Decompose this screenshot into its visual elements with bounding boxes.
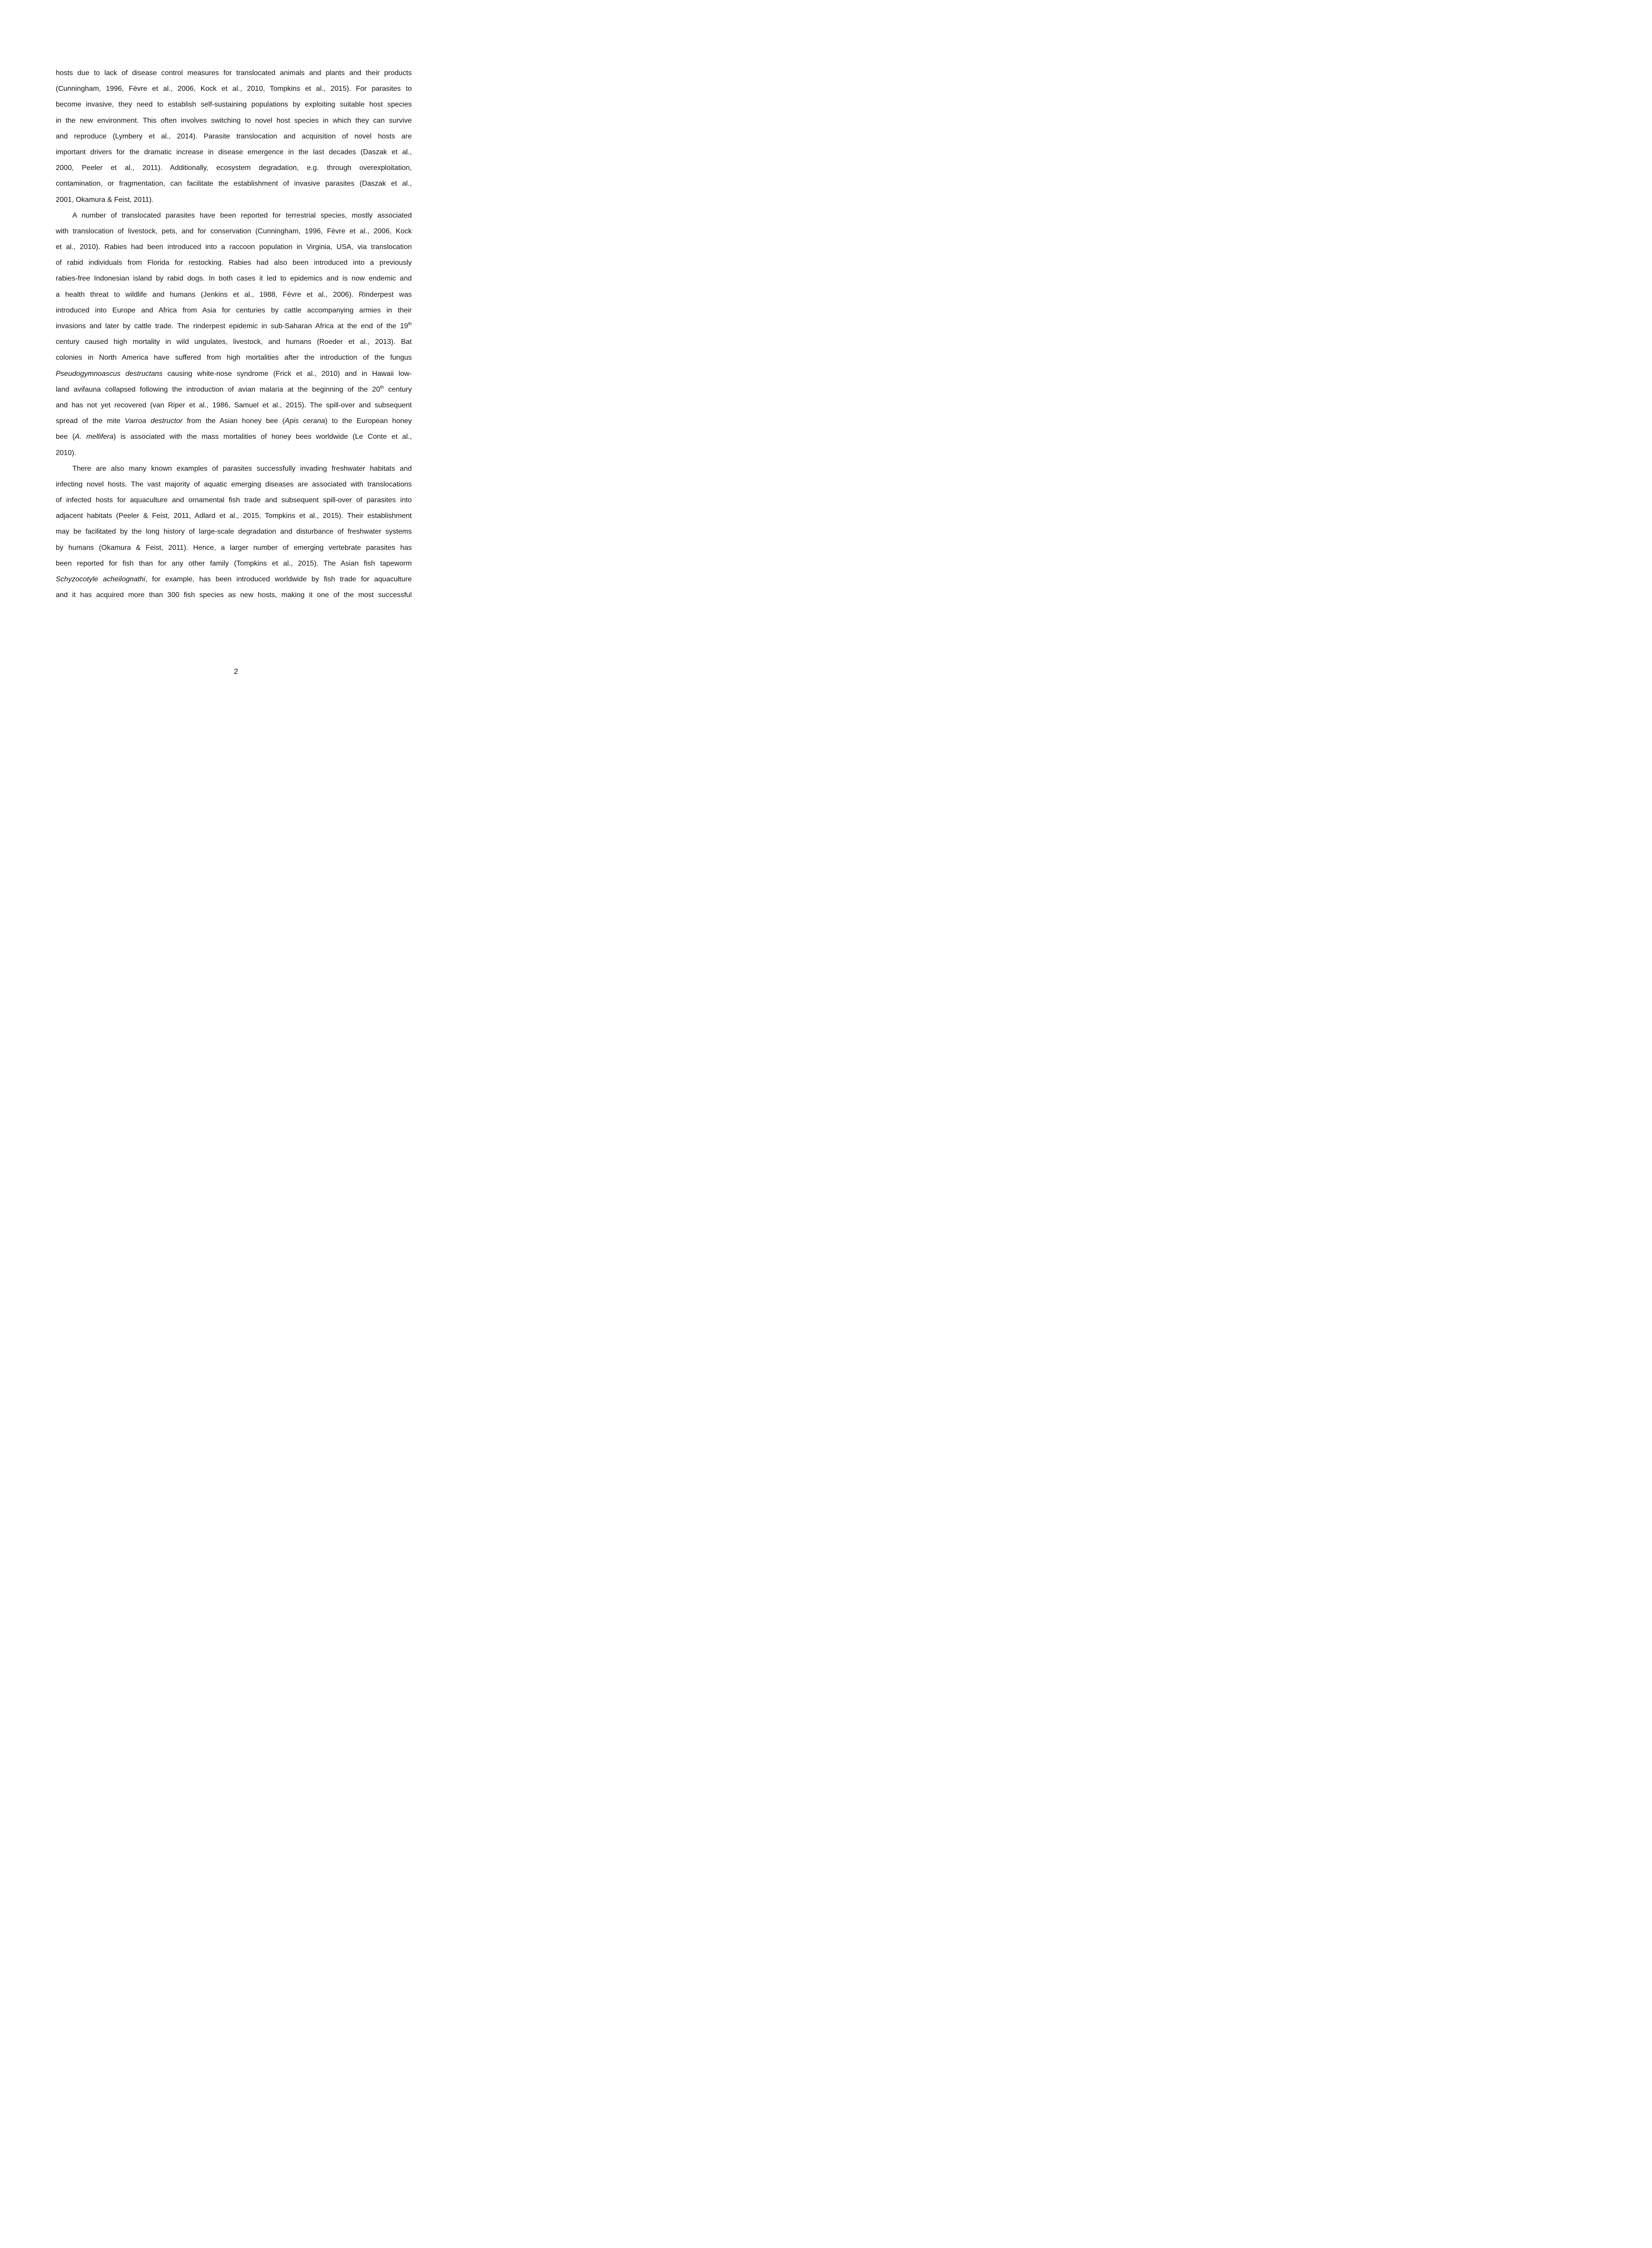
italic-text: Apis cerana: [285, 417, 325, 425]
text-run: a health threat to wildlife and humans (Jenkins et al., 1988, Fèvre et al., 2006). Rinderpest was: [56, 290, 412, 299]
text-run: and it has acquired more than 300 fish species as new hosts, making it one of the most successful: [56, 591, 412, 599]
text-line: [56, 540, 412, 556]
text-line: [56, 413, 412, 429]
text-run: ) to the European honey: [325, 417, 412, 425]
text-run: infecting novel hosts. The vast majority of aquatic emerging diseases are associated with translocations: [56, 480, 412, 488]
text-run: spread of the mite: [56, 417, 125, 425]
text-run: , for example, has been introduced worldwide by fish trade for aquaculture: [145, 575, 412, 583]
text-run: important drivers for the dramatic increase in disease emergence in the last decades (Daszak et al.,: [56, 148, 412, 156]
text-line: [56, 144, 412, 160]
text-line: [56, 382, 412, 397]
text-line: [56, 208, 412, 223]
text-line: [56, 239, 412, 255]
text-run: from the Asian honey bee (: [182, 417, 285, 425]
text-run: contamination, or fragmentation, can facilitate the establishment of invasive parasites (Daszak et al.,: [56, 180, 412, 188]
text-run: (Cunningham, 1996, Fèvre et al., 2006, Kock et al., 2010, Tompkins et al., 2015). For parasites to: [56, 85, 412, 93]
text-run: causing white-nose syndrome (Frick et al., 2010) and in Hawaii low-: [162, 370, 412, 378]
text-run: century caused high mortality in wild ungulates, livestock, and humans (Roeder et al., 2013). Bat: [56, 338, 412, 346]
text-line: [56, 334, 412, 350]
text-line: [56, 508, 412, 524]
text-line: [56, 160, 412, 176]
text-run: and reproduce (Lymbery et al., 2014). Parasite translocation and acquisition of novel hosts are: [56, 132, 412, 140]
text-line: [56, 97, 412, 112]
text-line: [56, 303, 412, 318]
text-line: [56, 255, 412, 271]
text-line: [56, 350, 412, 366]
text-line: [56, 445, 412, 461]
text-run: invasions and later by cattle trade. The rinderpest epidemic in sub-Saharan Africa at the end of the 19: [56, 322, 408, 330]
text-run: land avifauna collapsed following the introduction of avian malaria at the beginning of the 20: [56, 385, 380, 393]
text-line: [56, 65, 412, 81]
text-line: [56, 176, 412, 192]
text-run: ) is associated with the mass mortalities of honey bees worldwide (Le Conte et al.,: [113, 433, 412, 441]
page-number: 2: [234, 667, 238, 676]
text-run: may be facilitated by the long history of large-scale degradation and disturbance of freshwater systems: [56, 528, 412, 536]
text-line: [56, 556, 412, 571]
text-run: been reported for fish than for any other family (Tompkins et al., 2015). The Asian fish tapeworm: [56, 559, 412, 567]
text-line: [56, 477, 412, 492]
text-run: There are also many known examples of parasites successfully invading freshwater habitats and: [72, 464, 412, 473]
text-line: [56, 524, 412, 540]
italic-text: Varroa destructor: [125, 417, 183, 425]
text-line: [56, 81, 412, 97]
text-run: et al., 2010). Rabies had been introduced into a raccoon population in Virginia, USA, via translocation: [56, 243, 412, 251]
text-line: [56, 318, 412, 334]
text-line: [56, 397, 412, 413]
text-run: century: [383, 385, 412, 393]
italic-text: Pseudogymnoascus destructans: [56, 370, 163, 378]
text-run: with translocation of livestock, pets, and for conservation (Cunningham, 1996, Fèvre et al., 2006, Kock: [56, 227, 412, 235]
text-line: [56, 587, 412, 603]
superscript-text: th: [380, 385, 384, 390]
text-run: adjacent habitats (Peeler & Feist, 2011, Adlard et al., 2015, Tompkins et al., 2015). Their establishment: [56, 512, 412, 520]
text-run: and has not yet recovered (van Riper et al., 1986, Samuel et al., 2015). The spill-over and subsequent: [56, 401, 412, 409]
text-line: [56, 492, 412, 508]
text-run: rabies-free Indonesian island by rabid dogs. In both cases it led to epidemics and is now endemic and: [56, 275, 412, 283]
body-text: [56, 65, 412, 603]
italic-text: Schyzocotyle acheilognathi: [56, 575, 146, 583]
text-run: in the new environment. This often involves switching to novel host species in which they can survive: [56, 116, 412, 125]
text-run: 2001, Okamura & Feist, 2011).: [56, 196, 154, 204]
italic-text: A. mellifera: [75, 433, 114, 441]
text-line: [56, 192, 412, 208]
text-line: [56, 113, 412, 129]
text-run: hosts due to lack of disease control measures for translocated animals and plants and their products: [56, 69, 412, 77]
text-line: [56, 429, 412, 445]
text-run: by humans (Okamura & Feist, 2011). Hence, a larger number of emerging vertebrate parasites has: [56, 544, 412, 552]
text-run: colonies in North America have suffered from high mortalities after the introduction of the fungus: [56, 354, 412, 362]
text-run: of rabid individuals from Florida for restocking. Rabies had also been introduced into a previously: [56, 259, 412, 267]
text-run: introduced into Europe and Africa from Asia for centuries by cattle accompanying armies in their: [56, 306, 412, 314]
text-run: 2010).: [56, 449, 76, 457]
text-run: become invasive, they need to establish self-sustaining populations by exploiting suitable host species: [56, 101, 412, 109]
text-line: [56, 461, 412, 477]
text-run: 2000, Peeler et al., 2011). Additionally, ecosystem degradation, e.g. through overexploitation,: [56, 164, 412, 172]
text-line: [56, 366, 412, 382]
text-run: A number of translocated parasites have been reported for terrestrial species, mostly associated: [72, 211, 412, 219]
text-line: [56, 571, 412, 587]
text-line: [56, 223, 412, 239]
document-page: [0, 0, 472, 713]
superscript-text: th: [408, 321, 412, 327]
text-line: [56, 271, 412, 286]
text-run: of infected hosts for aquaculture and ornamental fish trade and subsequent spill-over of parasites into: [56, 496, 412, 504]
text-line: [56, 287, 412, 303]
text-run: bee (: [56, 433, 75, 441]
text-line: [56, 129, 412, 144]
